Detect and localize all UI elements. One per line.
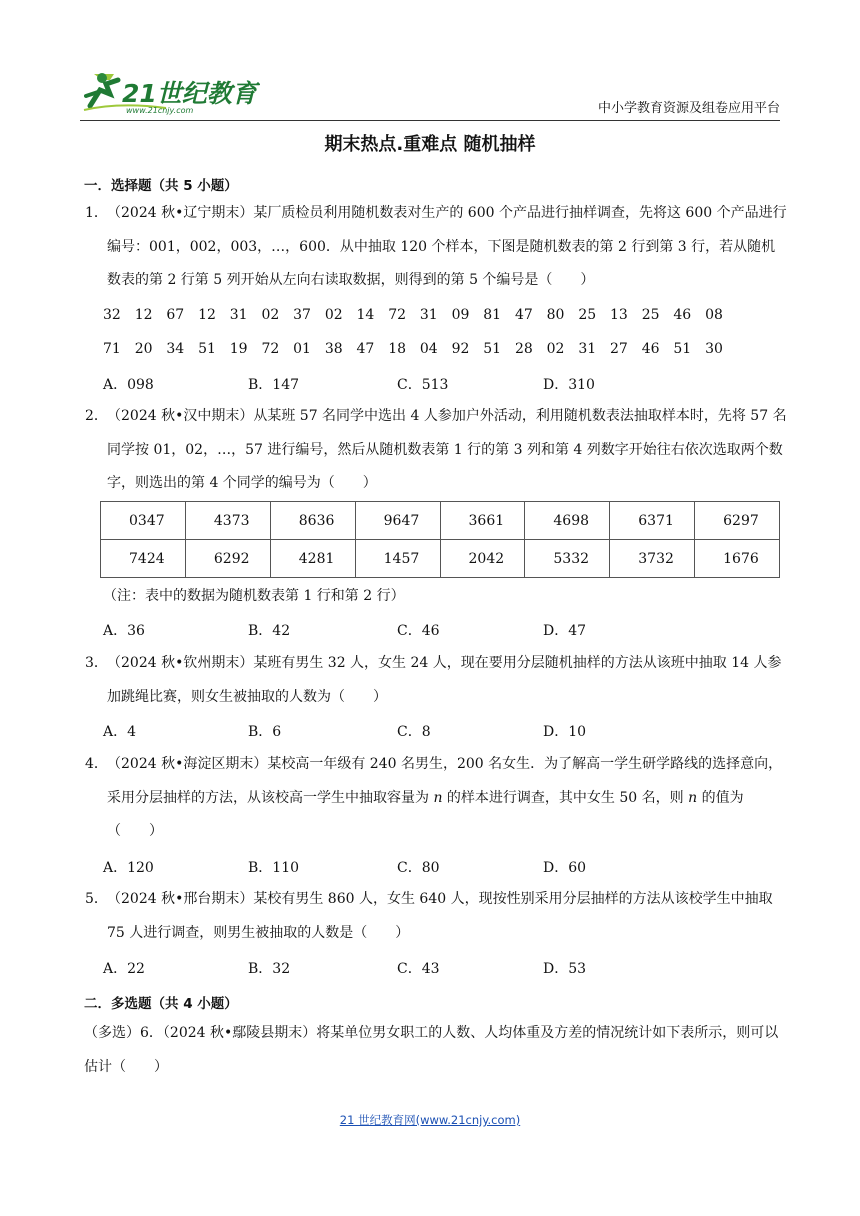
- question-number: 3．: [85, 655, 108, 671]
- option-a[interactable]: A．120: [103, 860, 154, 876]
- random-number: 04: [419, 341, 438, 357]
- question-number: 4．: [85, 756, 108, 772]
- random-number: 46: [641, 341, 660, 357]
- option-c[interactable]: C．80: [397, 860, 440, 876]
- random-number: 72: [388, 307, 407, 323]
- option-c[interactable]: C．513: [397, 377, 449, 393]
- question-text-part-1: （2024 秋•海淀区期末）某校高一年级有 240 名男生，200 名女生．为了解高一学生研学路线的选择意向，采用分层抽样的方法，从该校高一学生中抽取容量为: [107, 756, 783, 806]
- table-cell: 0347: [101, 502, 186, 540]
- table-cell: 9647: [355, 502, 440, 540]
- option-d[interactable]: D．53: [543, 961, 587, 977]
- random-number: 25: [641, 307, 660, 323]
- random-number: 02: [546, 341, 565, 357]
- question-number: 5．: [85, 891, 108, 907]
- random-number-row-1: [103, 307, 737, 323]
- random-number: 47: [514, 307, 533, 323]
- table-cell: 5332: [525, 540, 610, 578]
- question-3: [85, 647, 787, 714]
- random-number-row-2: [103, 341, 737, 357]
- table-cell: 3661: [440, 502, 525, 540]
- random-number: 02: [324, 307, 343, 323]
- random-number: 51: [673, 341, 692, 357]
- option-c[interactable]: C．43: [397, 961, 440, 977]
- footer-link[interactable]: 21 世纪教育网(www.21cnjy.com): [339, 1113, 521, 1127]
- random-number: 46: [673, 307, 692, 323]
- random-number: 01: [293, 341, 311, 357]
- random-number: 31: [578, 341, 597, 357]
- table-cell: 4281: [270, 540, 355, 578]
- question-text: （2024 秋•钦州期末）某班有男生 32 人，女生 24 人，现在要用分层随机抽样的方法从该班中抽取 14 人参加跳绳比赛，则女生被抽取的人数为（ ）: [107, 655, 782, 705]
- option-a[interactable]: A．22: [103, 961, 145, 977]
- random-number: 51: [198, 341, 216, 357]
- option-d[interactable]: D．10: [543, 724, 587, 740]
- table-cell: 7424: [101, 540, 186, 578]
- table-row: [101, 540, 780, 578]
- random-number: 37: [293, 307, 311, 323]
- question-text-part-2: 的样本进行调查，其中女生 50 名，则: [442, 789, 689, 806]
- table-row: [101, 502, 780, 540]
- variable-n: n: [433, 789, 443, 806]
- option-b[interactable]: B．42: [248, 623, 291, 639]
- table-note: （注：表中的数据为随机数表第 1 行和第 2 行）: [103, 588, 405, 604]
- option-d[interactable]: D．47: [543, 623, 587, 639]
- random-number: 34: [166, 341, 185, 357]
- table-cell: 4373: [185, 502, 270, 540]
- random-number: 38: [324, 341, 343, 357]
- question-number: 2．: [85, 408, 108, 424]
- question-2: [85, 400, 787, 501]
- random-number: 02: [261, 307, 280, 323]
- random-number: 51: [483, 341, 502, 357]
- option-c[interactable]: C．46: [397, 623, 440, 639]
- section-heading-single-choice: 一．选择题（共 5 小题）: [84, 178, 238, 194]
- random-number: 12: [134, 307, 153, 323]
- question-text: （2024 秋•汉中期末）从某班 57 名同学中选出 4 人参加户外活动，利用随机数表法抽取样本时，先将 57 名同学按 01，02，…，57 进行编号，然后从随机数表第 1 行的第 3 列和第 4 列数字开始往右依次选取两个数字，则选出的第 4 个同学的编号为（ ）: [107, 408, 787, 491]
- random-number: 18: [388, 341, 407, 357]
- table-cell: 2042: [440, 540, 525, 578]
- option-a[interactable]: A．098: [103, 377, 154, 393]
- table-cell: 1457: [355, 540, 440, 578]
- question-text: （2024 秋•辽宁期末）某厂质检员利用随机数表对生产的 600 个产品进行抽样调查，先将这 600 个产品进行编号：001，002，003，…，600．从中抽取 120 个样本，下图是随机数表的第 2 行到第 3 行，若从随机数表的第 2 行第 5 列开始从左向右读取数据，则得到的第 5 个编号是（ ）: [107, 205, 787, 288]
- question-text: （多选）6．（2024 秋•鄢陵县期末）将某单位男女职工的人数、人均体重及方差的情况统计如下表所示，则可以估计（ ）: [84, 1025, 779, 1075]
- random-number: 14: [356, 307, 375, 323]
- section-heading-multi-choice: 二．多选题（共 4 小题）: [84, 996, 238, 1012]
- logo-url: www.21cnjy.com: [126, 106, 194, 115]
- random-number: 30: [705, 341, 723, 357]
- random-number: 25: [578, 307, 597, 323]
- option-d[interactable]: D．310: [543, 377, 595, 393]
- random-number: 09: [451, 307, 470, 323]
- page-title: 期末热点.重难点 随机抽样: [324, 134, 536, 155]
- random-number: 12: [198, 307, 216, 323]
- option-b[interactable]: B．147: [248, 377, 300, 393]
- option-d[interactable]: D．60: [543, 860, 587, 876]
- option-a[interactable]: A．4: [103, 724, 137, 740]
- platform-name: 中小学教育资源及组卷应用平台: [597, 101, 780, 116]
- table-cell: 8636: [270, 502, 355, 540]
- random-number: 20: [134, 341, 153, 357]
- random-number: 13: [610, 307, 628, 323]
- question-4: [85, 748, 787, 849]
- random-number: 28: [514, 341, 533, 357]
- question-1: [85, 197, 787, 298]
- option-b[interactable]: B．110: [248, 860, 300, 876]
- random-number: 31: [229, 307, 248, 323]
- table-cell: 1676: [695, 540, 780, 578]
- question-text: （2024 秋•邢台期末）某校有男生 860 人，女生 640 人，现按性别采用分层抽样的方法从该校学生中抽取 75 人进行调查，则男生被抽取的人数是（ ）: [107, 891, 773, 941]
- option-c[interactable]: C．8: [397, 724, 431, 740]
- random-number: 72: [261, 341, 280, 357]
- random-number: 19: [229, 341, 248, 357]
- random-number: 32: [103, 307, 121, 323]
- question-text-part-3: 的值为（ ）: [107, 789, 744, 839]
- option-a[interactable]: A．36: [103, 623, 145, 639]
- random-number: 27: [610, 341, 628, 357]
- random-number: 80: [546, 307, 565, 323]
- option-b[interactable]: B．32: [248, 961, 291, 977]
- question-6: [84, 1017, 784, 1084]
- random-number: 31: [419, 307, 438, 323]
- page-header: [80, 64, 780, 121]
- table-cell: 6371: [610, 502, 695, 540]
- variable-n: n: [688, 789, 698, 806]
- logo-text: 21世纪教育: [122, 79, 257, 108]
- question-number: 1．: [85, 205, 108, 221]
- question-5: [85, 883, 787, 950]
- random-number: 08: [705, 307, 723, 323]
- table-cell: 4698: [525, 502, 610, 540]
- table-cell: 6297: [695, 502, 780, 540]
- option-b[interactable]: B．6: [248, 724, 282, 740]
- random-number: 47: [356, 341, 375, 357]
- table-cell: 3732: [610, 540, 695, 578]
- random-number: 71: [103, 341, 121, 357]
- random-number: 92: [451, 341, 470, 357]
- random-number: 67: [166, 307, 185, 323]
- random-number: 81: [483, 307, 502, 323]
- random-number-table: [100, 501, 780, 578]
- table-cell: 6292: [185, 540, 270, 578]
- 21cnjy-logo: [80, 66, 260, 116]
